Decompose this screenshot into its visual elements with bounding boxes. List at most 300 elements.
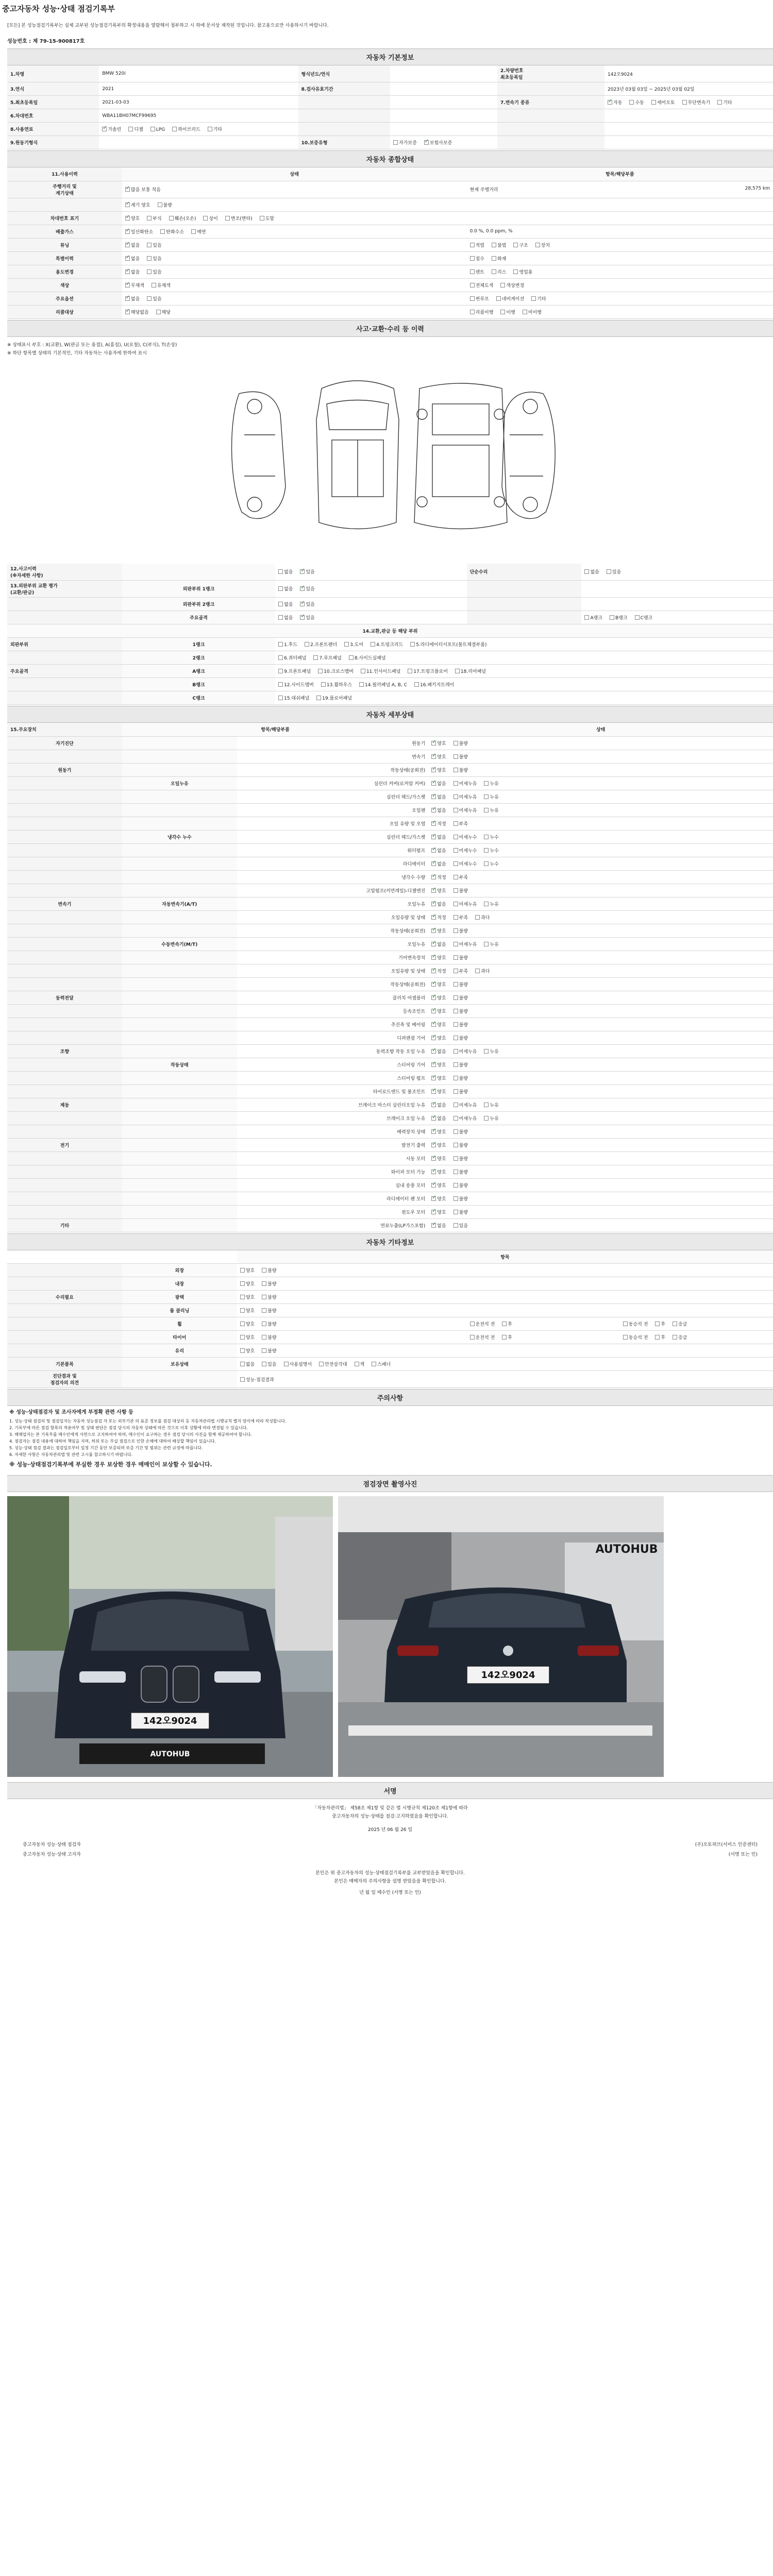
etc-row [7, 1358, 773, 1371]
notes-block [7, 1406, 773, 1474]
document-title: 중고자동차 성능·상태 점검기록부 [2, 4, 115, 13]
checkbox-icon [316, 696, 321, 700]
checkbox-icon [262, 1362, 266, 1366]
option: 없음 [240, 1361, 255, 1367]
option: 후 [655, 1320, 665, 1327]
detail-group [7, 776, 122, 790]
basic-label: 8.검사유효기간 [298, 82, 390, 96]
parts-rank: 1랭크 [122, 638, 275, 651]
detail-subgroup [122, 951, 237, 964]
accident-opts-2 [581, 564, 773, 581]
basic-label [497, 109, 604, 123]
general-extra: 0.0 %, 0.0 ppm, % [467, 225, 773, 238]
accident-row [7, 564, 773, 581]
detail-row [7, 790, 773, 803]
detail-group: 제동 [7, 1098, 122, 1111]
option: 있음 [607, 568, 621, 575]
checkbox-icon [431, 768, 436, 772]
checkbox-icon [431, 741, 436, 745]
basic-value [99, 123, 298, 136]
detail-state [428, 937, 773, 951]
etc-header-row [7, 1250, 773, 1264]
option: 불량 [453, 927, 468, 934]
performance-number [7, 37, 773, 44]
detail-row [7, 1205, 773, 1218]
accident-label-2 [467, 580, 582, 597]
option: ✓ 가솔린 [102, 126, 121, 132]
option: 불량 [453, 1075, 468, 1081]
detail-group [7, 1165, 122, 1178]
checkbox-icon [125, 216, 130, 221]
option: 유채색 [152, 282, 171, 289]
checkbox-icon [147, 216, 152, 221]
detail-row [7, 924, 773, 937]
checkbox-icon [453, 1156, 458, 1161]
detail-state [428, 763, 773, 776]
section-photo-title: 점검장면 촬영사진 [7, 1475, 773, 1492]
parts-group [7, 691, 122, 705]
detail-subgroup [122, 1031, 237, 1044]
parts-items [275, 638, 773, 651]
option: 5.라디에이터서포트(볼트체결부품) [410, 641, 486, 648]
basic-value [604, 123, 773, 136]
accident-opts [275, 611, 467, 624]
checkbox-icon [300, 569, 305, 574]
checkbox-icon [240, 1295, 245, 1299]
option: 불량 [453, 753, 468, 760]
detail-subgroup [122, 910, 237, 924]
option: 스패너 [372, 1361, 391, 1367]
detail-item: 연료누출(LP가스포함) [237, 1218, 429, 1232]
detail-row [7, 843, 773, 857]
detail-group [7, 1071, 122, 1084]
detail-group [7, 1018, 122, 1031]
etc-info-table [7, 1250, 773, 1388]
option: 디젤 [128, 126, 143, 132]
checkbox-icon [431, 928, 436, 933]
checkbox-icon [453, 902, 458, 906]
detail-subgroup [122, 1004, 237, 1018]
option: 불량 [453, 994, 468, 1001]
notes-line: 1. 성능·상태 점검의 및 점검일자는 자동차 성능점검 자 또는 외부기관 의 표준 정보를 점검 대상의 등 자동차관리법 시행규칙 별지 양식에 따라 작성합니다. [9, 1419, 287, 1423]
option: ✓ 없음 [431, 1115, 446, 1122]
detail-state [428, 991, 773, 1004]
option: ✓ 양호 [431, 1088, 446, 1095]
checkbox-icon [453, 741, 458, 745]
detail-state [428, 951, 773, 964]
checkbox-icon [262, 1281, 266, 1286]
option: 불량 [453, 1035, 468, 1041]
general-label: 리콜대상 [7, 305, 122, 318]
parts-group: 외판부위 [7, 638, 122, 651]
detail-state [428, 1218, 773, 1232]
option: 후 [655, 1334, 665, 1341]
option: ✓ 양호 [431, 753, 446, 760]
etc-extra-1 [467, 1264, 620, 1277]
option: ✓ 양호 [431, 1021, 446, 1028]
rear-car-photo-illustration [338, 1496, 664, 1777]
accident-label [7, 611, 122, 624]
inspection-photo-front [7, 1496, 333, 1777]
option: 누유 [484, 780, 498, 787]
checkbox-icon [453, 794, 458, 799]
option: 있음 [147, 268, 161, 275]
option: 미세누유 [453, 780, 477, 787]
detail-row [7, 817, 773, 830]
detail-row [7, 1071, 773, 1084]
checkbox-icon [431, 995, 436, 1000]
option: 16.패키지트레이 [414, 681, 454, 688]
checkbox-icon [484, 1103, 489, 1107]
general-state [122, 238, 467, 251]
option: ✓ 양호 [431, 767, 446, 773]
etc-state [237, 1344, 467, 1358]
detail-state [428, 776, 773, 790]
detail-head: 항목/해당부품 [122, 723, 428, 736]
detail-state [428, 964, 773, 977]
basic-label [497, 82, 604, 96]
car-damage-diagram [7, 358, 773, 564]
option: ✓ 적정 [431, 968, 446, 974]
detail-item: 디퍼렌셜 기어 [237, 1031, 429, 1044]
checkbox-icon [152, 283, 156, 287]
checkbox-icon [262, 1335, 266, 1340]
checkbox-icon [673, 1321, 677, 1326]
checkbox-icon [484, 794, 489, 799]
parts-group: 주요골격 [7, 665, 122, 678]
section-general-title: 자동차 종합상태 [7, 150, 773, 167]
detail-state [428, 1084, 773, 1098]
detail-state [428, 817, 773, 830]
detail-subgroup [122, 1071, 237, 1084]
confirm-block [7, 1864, 773, 1902]
option: 안전삼각대 [319, 1361, 347, 1367]
general-row [7, 292, 773, 305]
checkbox-icon [453, 915, 458, 920]
option: ✓ 없음 [431, 780, 446, 787]
detail-subgroup: 수동변속기(M/T) [122, 937, 237, 951]
option: 없음 [278, 614, 293, 621]
checkbox-icon [262, 1295, 266, 1299]
option: ✓ 해당없음 [125, 309, 149, 315]
etc-row [7, 1304, 773, 1317]
checkbox-icon [260, 216, 264, 221]
checkbox-icon [673, 1335, 677, 1340]
checkbox-icon [607, 569, 611, 574]
option: 운전석 전 [470, 1334, 495, 1341]
section-accident-title: 사고·교환·수리 등 이력 [7, 320, 773, 337]
checkbox-icon [453, 1076, 458, 1080]
checkbox-icon [300, 615, 305, 620]
option: ✓ 양호 [431, 1195, 446, 1202]
option: 양호 [240, 1307, 255, 1314]
parts-group [7, 651, 122, 665]
checkbox-icon [453, 835, 458, 839]
accident-sub: 외판부위 2랭크 [122, 597, 275, 611]
detail-group: 동력전달 [7, 991, 122, 1004]
option: 불량 [158, 201, 172, 208]
basic-label: 1.차명 [7, 65, 99, 82]
option: 리스 [492, 268, 506, 275]
checkbox-icon [484, 1049, 489, 1054]
etc-extra-2 [620, 1277, 773, 1291]
option: 2.프론트펜더 [305, 641, 337, 648]
detail-item: 실내 송풍 모터 [237, 1178, 429, 1192]
detail-row [7, 897, 773, 910]
accident-row [7, 597, 773, 611]
detail-state [428, 857, 773, 870]
option: 18.리어패널 [455, 668, 486, 674]
detail-subgroup [122, 991, 237, 1004]
option: 적법 [470, 242, 484, 248]
etc-extra-1 [467, 1291, 620, 1304]
detail-subgroup [122, 1151, 237, 1165]
detail-row [7, 1111, 773, 1125]
checkbox-icon [455, 669, 460, 673]
detail-subgroup [122, 1018, 237, 1031]
checkbox-icon [470, 1321, 475, 1326]
detail-group: 자기진단 [7, 736, 122, 750]
option: 화재 [492, 255, 506, 262]
etc-extra-2 [620, 1291, 773, 1304]
detail-item: 오일 유량 및 오염 [237, 817, 429, 830]
option: 13.휠하우스 [321, 681, 352, 688]
front-brand-mark: AUTOHUB [150, 1750, 190, 1758]
general-extra [467, 211, 773, 225]
option: 미세누유 [453, 807, 477, 814]
checkbox-icon [431, 1170, 436, 1174]
option: 동승석 전 [623, 1320, 648, 1327]
notes-line: 4. 점검자는 점검 내용에 대하여 책임을 지며, 허위 또는 부실 점검으로 인한 손해에 대하여 배상할 책임이 있습니다. [9, 1439, 216, 1444]
option: 있음 [262, 1361, 276, 1367]
detail-state [428, 1151, 773, 1165]
detail-group: 전기 [7, 1138, 122, 1151]
detail-group [7, 1004, 122, 1018]
inspection-photo-rear [338, 1496, 664, 1777]
checkbox-icon [300, 602, 305, 606]
notes-line: 2. 기록부에 따른 점검 항목의 적용여부 및 상태 판단은 점검 당시의 자동차 상태에 따른 것으로 이후 상황에 따라 변경될 수 있습니다. [9, 1426, 248, 1430]
detail-item: 라디에이터 팬 모터 [237, 1192, 429, 1205]
general-label: 차대번호 표기 [7, 211, 122, 225]
section-notes-title: 주의사항 [7, 1389, 773, 1406]
detail-subgroup [122, 977, 237, 991]
detail-group [7, 817, 122, 830]
checkbox-icon [262, 1348, 266, 1353]
etc-state [237, 1317, 467, 1331]
checkbox-icon [125, 283, 130, 287]
parts-items [275, 691, 773, 705]
checkbox-icon [240, 1348, 245, 1353]
buyer-sign-row: 년 월 일 매수인 (서명 또는 인) [359, 1890, 421, 1895]
checkbox-icon [484, 781, 489, 786]
general-label: 색상 [7, 278, 122, 292]
parts-rank: B랭크 [122, 678, 275, 691]
detail-subgroup: 냉각수 누수 [122, 830, 237, 843]
checkbox-icon [319, 1362, 324, 1366]
checkbox-icon [431, 1143, 436, 1147]
etc-state [237, 1277, 467, 1291]
etc-row [7, 1277, 773, 1291]
detail-subgroup [122, 1098, 237, 1111]
checkbox-icon [431, 1049, 436, 1054]
accident-legend-line-1: ※ 상태표시 부호 : X(교환), W(판금 또는 용접), A(흠집), U(요철), C(부식), T(손상) [7, 342, 177, 348]
car-outline-diagram [7, 358, 773, 553]
checkbox-icon [453, 808, 458, 812]
option: 운전석 전 [470, 1320, 495, 1327]
general-row [7, 265, 773, 278]
option: 양호 [240, 1294, 255, 1300]
checkbox-icon [431, 861, 436, 866]
detail-row [7, 1058, 773, 1071]
checkbox-icon [240, 1321, 245, 1326]
accident-label: 12.사고이력 (※자세한 사항) [7, 564, 122, 581]
checkbox-icon [156, 310, 161, 314]
detail-item: 윈도우 모터 [237, 1205, 429, 1218]
basic-label: 7.변속기 종류 [497, 96, 604, 109]
checkbox-icon [484, 848, 489, 853]
detail-state [428, 1004, 773, 1018]
general-state [122, 278, 467, 292]
detail-row [7, 870, 773, 884]
checkbox-icon [470, 269, 475, 274]
basic-value: WBA11BH07MCF99695 [99, 109, 298, 123]
detail-group [7, 1031, 122, 1044]
detail-row [7, 830, 773, 843]
detail-group [7, 951, 122, 964]
checkbox-icon [125, 202, 130, 207]
detail-item: 오일누유 [237, 937, 429, 951]
option: ✓ 양호 [431, 1182, 446, 1189]
detail-subgroup [122, 870, 237, 884]
basic-value: 142오9024 [604, 65, 773, 82]
checkbox-icon [470, 296, 475, 301]
option: 불량 [262, 1320, 276, 1327]
general-row [7, 198, 773, 211]
option: 부족 [453, 968, 468, 974]
accident-sub: 주요골격 [122, 611, 275, 624]
detail-row [7, 1178, 773, 1192]
notifier-row [7, 1849, 773, 1859]
option: ✓ 없음 [125, 268, 140, 275]
checkbox-icon [240, 1281, 245, 1286]
checkbox-icon [147, 243, 152, 247]
detail-row [7, 1031, 773, 1044]
detail-item: 클러치 어셈블리 [237, 991, 429, 1004]
general-label: 튜닝 [7, 238, 122, 251]
option: ✓ 없음 [431, 1048, 446, 1055]
detail-item: 오일팬 [237, 803, 429, 817]
checkbox-icon [240, 1362, 245, 1366]
option: ✓ 적정 [431, 914, 446, 921]
detail-subgroup [122, 817, 237, 830]
checkbox-icon [453, 754, 458, 759]
car-top-rear-outline [414, 383, 507, 529]
checkbox-icon [453, 955, 458, 960]
option: 누유 [484, 807, 498, 814]
checkbox-icon [655, 1321, 660, 1326]
etc-extra-2 [620, 1317, 773, 1331]
detail-row [7, 1018, 773, 1031]
checkbox-icon [431, 1129, 436, 1134]
etc-extra-1 [467, 1304, 620, 1317]
checkbox-icon [629, 100, 634, 105]
general-row [7, 251, 773, 265]
etc-item: 룸 클리닝 [122, 1304, 237, 1317]
detail-state [428, 843, 773, 857]
etc-state [237, 1358, 467, 1371]
checkbox-icon [431, 982, 436, 987]
checkbox-icon [414, 682, 419, 687]
basic-label [298, 123, 390, 136]
basic-label: 형식년도/연식 [298, 65, 390, 82]
etc-row [7, 1264, 773, 1277]
checkbox-icon [470, 1335, 475, 1340]
option: 양호 [240, 1334, 255, 1341]
detail-head: 상태 [428, 723, 773, 736]
detail-item: 작동상태(공회전) [237, 763, 429, 776]
option: 잭 [355, 1361, 365, 1367]
basic-row [7, 136, 773, 149]
checkbox-icon [125, 243, 130, 247]
accident-row [7, 611, 773, 624]
general-extra [467, 292, 773, 305]
detail-group [7, 1192, 122, 1205]
basic-value: BMW 520i [99, 65, 298, 82]
option: 17.트렁크플로어 [408, 668, 447, 674]
detail-group [7, 910, 122, 924]
rear-brand-mark: AUTOHUB [595, 1543, 658, 1556]
notes-line: 3. 매매업자는 본 기록부를 매수인에게 서면으로 고지하여야 하며, 매수인이 요구하는 경우 점검 당시의 사진을 함께 제공하여야 합니다. [9, 1432, 252, 1437]
checkbox-icon [318, 669, 323, 673]
detail-item: 라디에이터 [237, 857, 429, 870]
option: C랭크 [635, 614, 653, 621]
parts-row [7, 691, 773, 705]
accident-history-table [7, 564, 773, 624]
mileage-value: 28,575 km [745, 186, 770, 191]
option: 불량 [453, 887, 468, 894]
option: 14.필러패널 A, B, C [359, 681, 407, 688]
option: 변조(변타) [225, 215, 253, 222]
etc-group: 기본품목 [7, 1358, 122, 1371]
basic-value [604, 136, 773, 149]
checkbox-icon [431, 794, 436, 799]
option: 미세누수 [453, 847, 477, 854]
option: 양호 [240, 1267, 255, 1274]
accident-parts-table [7, 624, 773, 705]
detail-group [7, 870, 122, 884]
option: 미세누수 [453, 834, 477, 840]
basic-label: 8.사용연료 [7, 123, 99, 136]
option: 전체도색 [470, 282, 494, 289]
option: 응급 [673, 1334, 687, 1341]
detail-group [7, 1058, 122, 1071]
detail-subgroup: 작동상태 [122, 1058, 237, 1071]
etc-extra-2 [620, 1344, 773, 1358]
detail-state [428, 1111, 773, 1125]
checkbox-icon [492, 269, 496, 274]
detail-subgroup [122, 750, 237, 763]
option: 양호 [240, 1280, 255, 1287]
inspection-photo-row [7, 1492, 773, 1781]
checkbox-icon [651, 100, 656, 105]
detail-item: 배력장치 상태 [237, 1125, 429, 1138]
detail-state [428, 870, 773, 884]
inspector-label: 중고자동차 성능·상태 점검자 [23, 1842, 81, 1848]
detail-item: 오일유량 및 상태 [237, 910, 429, 924]
option: ✓ 자동 [608, 99, 622, 106]
general-state [122, 181, 467, 198]
checkbox-icon [453, 888, 458, 893]
